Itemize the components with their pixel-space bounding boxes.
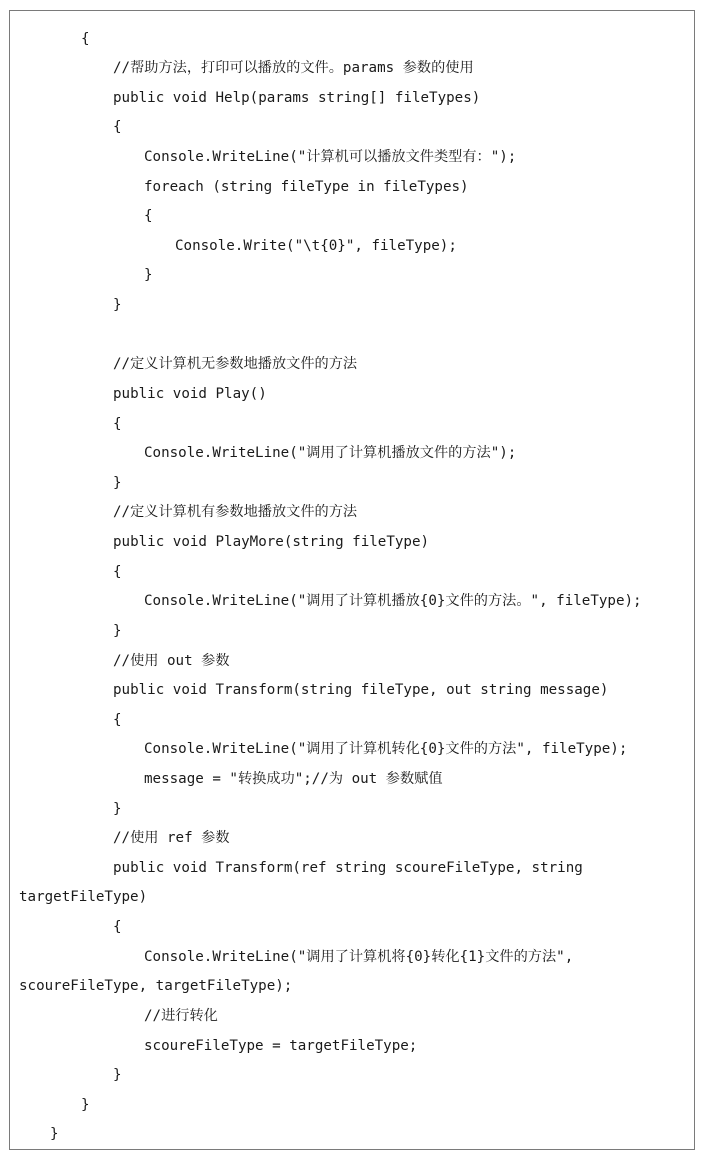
code-line: { <box>113 415 122 432</box>
code-line: targetFileType) <box>19 889 148 906</box>
code-line: { <box>113 563 122 580</box>
code-line: } <box>113 1067 122 1084</box>
code-line: Console.WriteLine("调用了计算机播放文件的方法"); <box>144 445 517 462</box>
code-line: { <box>113 919 122 936</box>
code-line: { <box>144 208 153 225</box>
code-line: public void Transform(ref string scoureFileType, string <box>113 859 583 876</box>
code-line: } <box>50 1126 59 1143</box>
code-line: scoureFileType, targetFileType); <box>19 978 293 995</box>
code-line: scoureFileType = targetFileType; <box>144 1037 418 1054</box>
code-line: } <box>113 800 122 817</box>
code-line: } <box>113 474 122 491</box>
code-line: { <box>113 711 122 728</box>
code-line: Console.Write("\t{0}", fileType); <box>175 237 457 254</box>
code-line: //定义计算机无参数地播放文件的方法 <box>113 356 358 373</box>
code-line: message = "转换成功";//为 out 参数赋值 <box>144 771 443 787</box>
code-line: public void Transform(string fileType, out string message) <box>113 682 609 699</box>
code-line: //帮助方法，打印可以播放的文件。params 参数的使用 <box>113 60 474 77</box>
code-line: //定义计算机有参数地播放文件的方法 <box>113 504 358 521</box>
code-line: //进行转化 <box>144 1007 218 1024</box>
code-line: Console.WriteLine("调用了计算机将{0}转化{1}文件的方法", <box>144 948 574 965</box>
code-line: foreach (string fileType in fileTypes) <box>144 178 469 195</box>
code-line: public void Play() <box>113 385 267 402</box>
code-line: //使用 out 参数 <box>113 652 230 669</box>
code-line: { <box>113 119 122 136</box>
code-line: } <box>113 297 122 314</box>
code-line: //使用 ref 参数 <box>113 830 230 847</box>
code-line: Console.WriteLine("计算机可以播放文件类型有："); <box>144 148 517 165</box>
code-line: { <box>81 30 90 47</box>
code-line: } <box>81 1096 90 1113</box>
code-line: Console.WriteLine("调用了计算机转化{0}文件的方法", fileType); <box>144 741 628 758</box>
code-line: public void PlayMore(string fileType) <box>113 534 430 551</box>
code-line: } <box>113 622 122 639</box>
code-line: public void Help(params string[] fileTypes) <box>113 89 481 106</box>
code-line: } <box>144 267 153 284</box>
code-line: Console.WriteLine("调用了计算机播放{0}文件的方法。", fileType); <box>144 593 642 610</box>
